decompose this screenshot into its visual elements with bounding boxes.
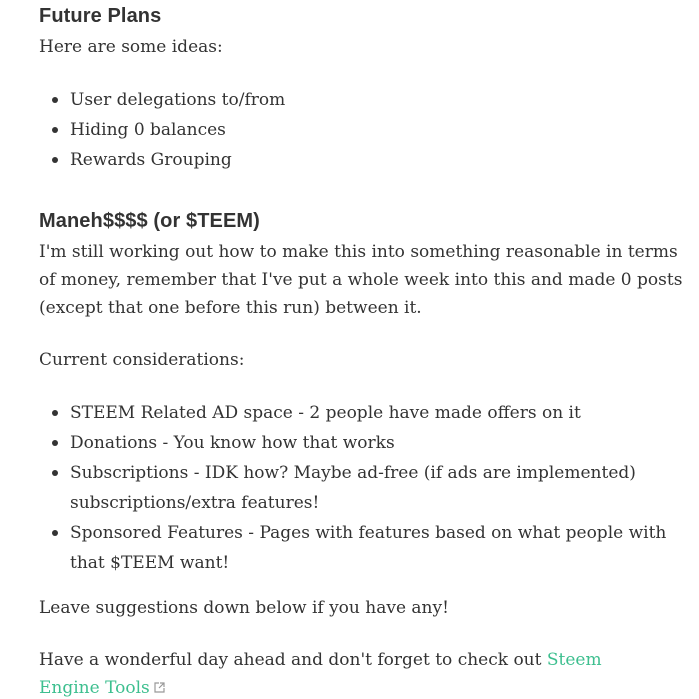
link-label[interactable]: Steem Engine Tools bbox=[39, 650, 602, 698]
list-item: Donations - You know how that works bbox=[39, 428, 669, 458]
list-item: Subscriptions - IDK how? Maybe ad-free (if ads are implemented) subscriptions/extra features! bbox=[39, 458, 669, 518]
money-heading: Maneh$$$$ (or $TEEM) bbox=[39, 210, 260, 232]
list-item: Sponsored Features - Pages with features based on what people with that $TEEM want! bbox=[39, 518, 669, 578]
future-plans-list bbox=[39, 85, 684, 175]
considerations-label: Current considerations: bbox=[39, 350, 245, 370]
suggestions-text: Leave suggestions down below if you have any! bbox=[39, 598, 449, 618]
list-item: Rewards Grouping bbox=[39, 145, 684, 175]
money-paragraph: I'm still working out how to make this into something reasonable in terms of money, remember that I've put a whole week into this and made 0 posts (except that one before this run) between it. bbox=[39, 242, 683, 318]
list-item: Hiding 0 balances bbox=[39, 115, 684, 145]
list-item: STEEM Related AD space - 2 people have made offers on it bbox=[39, 398, 669, 428]
external-link-icon bbox=[154, 682, 165, 693]
outro-paragraph bbox=[39, 646, 664, 699]
future-plans-intro: Here are some ideas: bbox=[39, 37, 223, 57]
considerations-list bbox=[39, 398, 669, 578]
future-plans-heading: Future Plans bbox=[39, 5, 162, 27]
list-item: User delegations to/from bbox=[39, 85, 684, 115]
outro-text: Have a wonderful day ahead and don't forget to check out bbox=[39, 650, 547, 670]
